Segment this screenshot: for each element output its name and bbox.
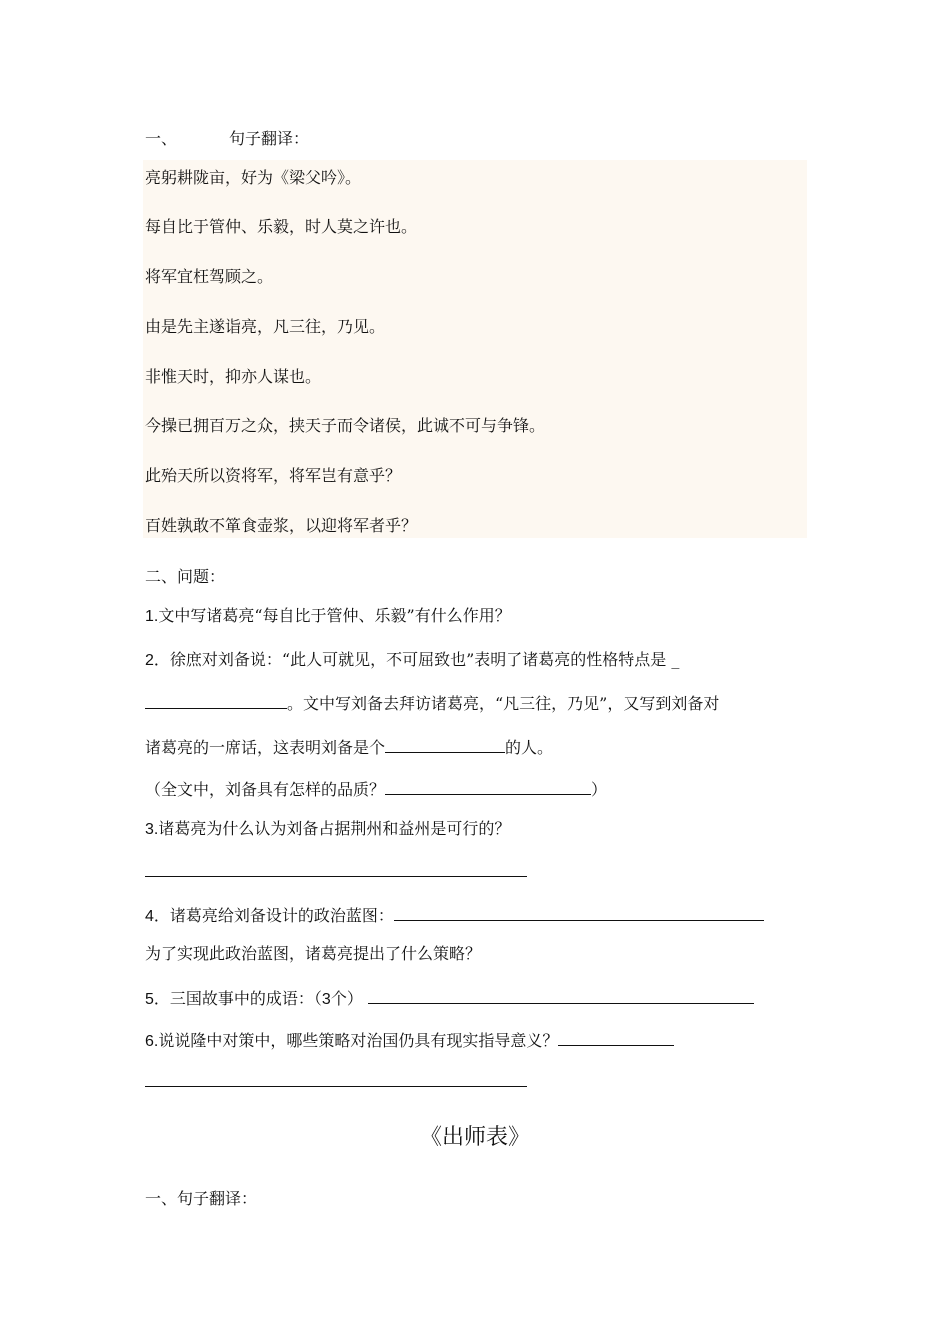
sentence-3: 将军宜枉驾顾之。	[145, 267, 274, 286]
answer-blank-strategies[interactable]	[558, 1027, 674, 1046]
answer-line-question-3[interactable]	[145, 876, 527, 877]
answer-line-question-6[interactable]	[145, 1086, 527, 1087]
question-5-text: 三国故事中的成语：（	[169, 989, 322, 1008]
section1-heading	[145, 128, 309, 150]
sentence-8: 百姓孰敢不箪食壶浆，以迎将军者乎？	[145, 516, 418, 535]
section2-heading: 二、问题：	[145, 567, 226, 586]
sentence-2: 每自比于管仲、乐毅，时人莫之许也。	[145, 217, 418, 236]
question-5-unit: 个）	[330, 989, 363, 1008]
answer-blank-idioms[interactable]	[368, 985, 754, 1004]
question-2-line-1	[145, 649, 679, 672]
question-1-number: 1.	[145, 608, 159, 625]
question-1	[145, 605, 511, 628]
question-2-text-2: 。文中写刘备去拜访诸葛亮，“凡三往，乃见”，又写到刘备对	[287, 694, 720, 713]
question-1-text: 文中写诸葛亮“每自比于管仲、乐毅”有什么作用？	[158, 606, 511, 625]
question-6	[145, 1027, 674, 1053]
question-2-text-4a: （全文中，刘备具有怎样的品质？	[145, 780, 386, 799]
question-2-line-2	[145, 690, 719, 715]
question-2-text-3a: 诸葛亮的一席话，这表明刘备是个	[145, 738, 386, 757]
sentence-7: 此殆天所以资将军，将军岂有意乎？	[145, 466, 402, 485]
question-5-count: 3	[321, 991, 331, 1008]
section1-title: 句子翻译：	[229, 129, 310, 148]
question-6-number: 6.	[145, 1033, 159, 1050]
question-4-followup: 为了实现此政治蓝图，诸葛亮提出了什么策略？	[145, 944, 482, 963]
question-4-number: 4．	[145, 908, 170, 925]
answer-blank-blueprint[interactable]	[394, 902, 764, 921]
answer-blank-liubei-person[interactable]	[385, 734, 505, 753]
section1-number: 一、	[145, 129, 178, 148]
question-2-line-4	[145, 776, 607, 801]
question-6-text: 说说隆中对策中，哪些策略对治国仍具有现实指导意义？	[158, 1031, 559, 1050]
chushibiao-section-heading: 一、句子翻译：	[145, 1189, 258, 1208]
question-2-text-3b: 的人。	[505, 738, 554, 757]
sentence-1: 亮躬耕陇亩，好为《梁父吟》。	[145, 168, 362, 187]
question-5	[145, 985, 754, 1011]
answer-blank-character-trait[interactable]	[145, 690, 287, 709]
question-4-text: 诸葛亮给刘备设计的政治蓝图：	[169, 906, 394, 925]
sentence-6: 今操已拥百万之众，挟天子而令诸侯，此诚不可与争锋。	[145, 416, 546, 435]
question-3-number: 3.	[145, 821, 159, 838]
sentence-5: 非惟天时，抑亦人谋也。	[145, 367, 322, 386]
question-4	[145, 902, 764, 928]
question-5-number: 5．	[145, 991, 170, 1008]
question-2-text-1: 徐庶对刘备说：“此人可就见，不可屈致也”表明了诸葛亮的性格特点是 _	[169, 650, 680, 669]
chushibiao-title: 《出师表》	[419, 1125, 530, 1150]
sentence-4: 由是先主遂诣亮，凡三往，乃见。	[145, 317, 386, 336]
question-3	[145, 818, 510, 841]
question-3-text: 诸葛亮为什么认为刘备占据荆州和益州是可行的？	[158, 819, 511, 838]
question-2-number: 2．	[145, 652, 170, 669]
question-2-text-4b: ）	[591, 780, 608, 799]
question-2-line-3	[145, 734, 553, 759]
answer-blank-liubei-quality[interactable]	[385, 776, 591, 795]
